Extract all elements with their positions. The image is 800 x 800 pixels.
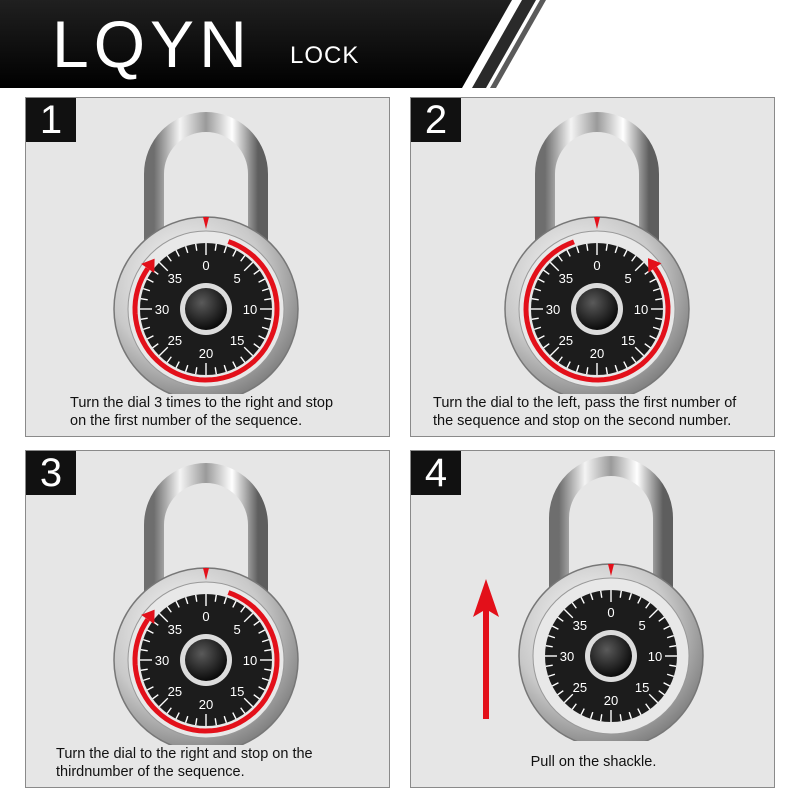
dial-number: 25 — [167, 684, 183, 700]
dial-number: 35 — [572, 617, 588, 633]
dial-number: 20 — [198, 697, 214, 712]
step-panel-1 — [25, 97, 390, 437]
step-panel-2 — [410, 97, 775, 437]
dial-number: 30 — [559, 649, 575, 664]
dial-number: 0 — [607, 605, 615, 620]
step-number: 3 — [26, 451, 76, 495]
padlock-icon — [106, 104, 306, 394]
dial-number: 10 — [242, 653, 258, 668]
brand-subtitle: LOCK — [290, 42, 360, 69]
step-caption — [56, 745, 366, 781]
step-caption — [70, 394, 370, 430]
dial-number: 15 — [620, 333, 636, 349]
dial-number: 20 — [198, 346, 214, 361]
dial-number: 30 — [154, 302, 170, 317]
step-number: 2 — [411, 98, 461, 142]
caption-line: Turn the dial 3 times to the right and stop — [70, 395, 334, 411]
dial-number: 5 — [638, 617, 646, 633]
caption-line: thirdnumber of the sequence. — [56, 764, 245, 780]
dial-number: 5 — [233, 621, 241, 637]
step-caption — [411, 753, 775, 771]
dial-number: 0 — [202, 609, 210, 624]
step-number: 1 — [26, 98, 76, 142]
dial-number: 25 — [167, 333, 183, 349]
dial-number: 35 — [167, 270, 183, 286]
dial-number: 10 — [633, 302, 649, 317]
combination-dial — [140, 243, 272, 375]
dial-number: 35 — [558, 270, 574, 286]
brand-logo: LQYN — [52, 7, 252, 81]
step-panel-4 — [410, 450, 775, 788]
dial-number: 10 — [647, 649, 663, 664]
header-banner — [0, 0, 800, 88]
dial-number: 35 — [167, 621, 183, 637]
dial-knob — [576, 288, 618, 330]
dial-number: 15 — [229, 333, 245, 349]
dial-number: 5 — [624, 270, 632, 286]
up-arrow-icon — [471, 579, 501, 719]
dial-number: 15 — [634, 680, 650, 696]
dial-number: 30 — [154, 653, 170, 668]
dial-number: 30 — [545, 302, 561, 317]
dial-number: 20 — [603, 693, 619, 708]
caption-line: the sequence and stop on the second number. — [433, 413, 732, 429]
combination-dial — [140, 594, 272, 726]
caption-line: Pull on the shackle. — [530, 754, 657, 770]
padlock-icon — [106, 455, 306, 745]
combination-dial — [531, 243, 663, 375]
dial-number: 0 — [593, 258, 601, 273]
dial-knob — [590, 635, 632, 677]
step-number: 4 — [411, 451, 461, 495]
dial-number: 20 — [589, 346, 605, 361]
dial-number: 15 — [229, 684, 245, 700]
dial-number: 5 — [233, 270, 241, 286]
dial-number: 0 — [202, 258, 210, 273]
combination-dial — [545, 590, 677, 722]
dial-knob — [185, 639, 227, 681]
dial-number: 25 — [572, 680, 588, 696]
padlock-icon — [511, 451, 711, 741]
step-caption — [433, 394, 768, 430]
dial-knob — [185, 288, 227, 330]
step-panel-3 — [25, 450, 390, 788]
dial-number: 10 — [242, 302, 258, 317]
caption-line: on the first number of the sequence. — [70, 413, 303, 429]
dial-number: 25 — [558, 333, 574, 349]
caption-line: Turn the dial to the left, pass the first number of — [433, 395, 737, 411]
padlock-icon — [497, 104, 697, 394]
caption-line: Turn the dial to the right and stop on the — [56, 746, 313, 762]
